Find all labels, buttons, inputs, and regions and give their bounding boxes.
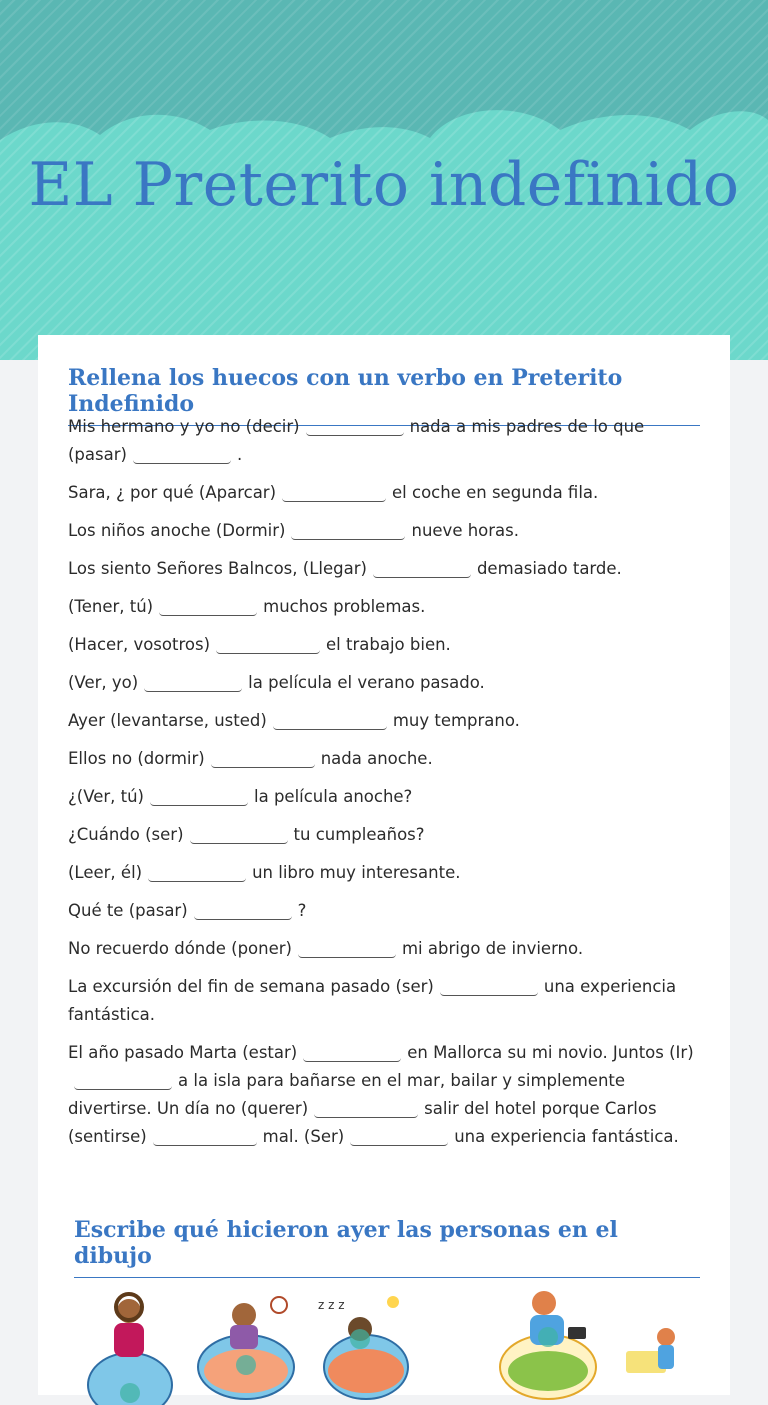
answer-blank[interactable]: [211, 747, 315, 768]
answer-blank[interactable]: [303, 1041, 401, 1062]
people-at-breakfast: [500, 1291, 675, 1399]
answer-blank[interactable]: [298, 937, 396, 958]
svg-text:z z z: z z z: [318, 1298, 345, 1312]
answer-blank[interactable]: [350, 1125, 448, 1146]
question-2: Sara, ¿ por qué (Aparcar) el coche en segunda fila.: [68, 483, 599, 502]
answer-blank[interactable]: [150, 785, 248, 806]
person-brushing-teeth: [88, 1294, 172, 1405]
question-16: El año pasado Marta (estar) en Mallorca su mi novio. Juntos (Ir)a la isla para bañarse en el mar, bailar y simplemente divertirse. Un día no (querer) salir del hotel porque Carlos (sentirse) mal. (Ser) una experiencia fantástica.: [68, 1043, 694, 1146]
answer-blank[interactable]: [190, 823, 288, 844]
answer-blank[interactable]: [282, 481, 386, 502]
question-6: (Hacer, vosotros) el trabajo bien.: [68, 635, 451, 654]
question-15: La excursión del fin de semana pasado (ser) una experiencia fantástica.: [68, 977, 677, 1024]
answer-blank[interactable]: [153, 1125, 257, 1146]
question-7: (Ver, yo) la película el verano pasado.: [68, 673, 485, 692]
question-12: (Leer, él) un libro muy interesante.: [68, 863, 461, 882]
answer-blank[interactable]: [440, 975, 538, 996]
answer-blank[interactable]: [216, 633, 320, 654]
answer-blank[interactable]: [291, 519, 405, 540]
question-14: No recuerdo dónde (poner) mi abrigo de invierno.: [68, 939, 584, 958]
answer-blank[interactable]: [373, 557, 471, 578]
answer-blank[interactable]: [314, 1097, 418, 1118]
header-banner: [0, 0, 768, 360]
question-3: Los niños anoche (Dormir) nueve horas.: [68, 521, 520, 540]
question-5: (Tener, tú) muchos problemas.: [68, 597, 426, 616]
answer-blank[interactable]: [306, 415, 404, 436]
answer-blank[interactable]: [273, 709, 387, 730]
answer-blank[interactable]: [133, 443, 231, 464]
person-sleeping: [318, 1296, 408, 1399]
question-9: Ellos no (dormir) nada anoche.: [68, 749, 433, 768]
page-title: EL Preterito indefinido: [28, 150, 740, 220]
question-list: [68, 413, 708, 1161]
activity-illustrations: [78, 1285, 698, 1405]
question-11: ¿Cuándo (ser) tu cumpleaños?: [68, 825, 425, 844]
answer-blank[interactable]: [194, 899, 292, 920]
answer-blank[interactable]: [144, 671, 242, 692]
question-13: Qué te (pasar) ?: [68, 901, 307, 920]
question-4: Los siento Señores Balncos, (Llegar) demasiado tarde.: [68, 559, 622, 578]
question-1: Mis hermano y yo no (decir) nada a mis padres de lo que (pasar) .: [68, 417, 645, 464]
question-10: ¿(Ver, tú) la película anoche?: [68, 787, 413, 806]
section-title-fill-blanks: Rellena los huecos con un verbo en Preterito Indefinido: [68, 365, 700, 426]
answer-blank[interactable]: [159, 595, 257, 616]
section-title-picture: Escribe qué hicieron ayer las personas en el dibujo: [74, 1217, 700, 1278]
person-in-bed: [198, 1297, 294, 1399]
question-8: Ayer (levantarse, usted) muy temprano.: [68, 711, 520, 730]
answer-blank[interactable]: [74, 1069, 172, 1090]
worksheet-card: [38, 335, 730, 1395]
answer-blank[interactable]: [148, 861, 246, 882]
